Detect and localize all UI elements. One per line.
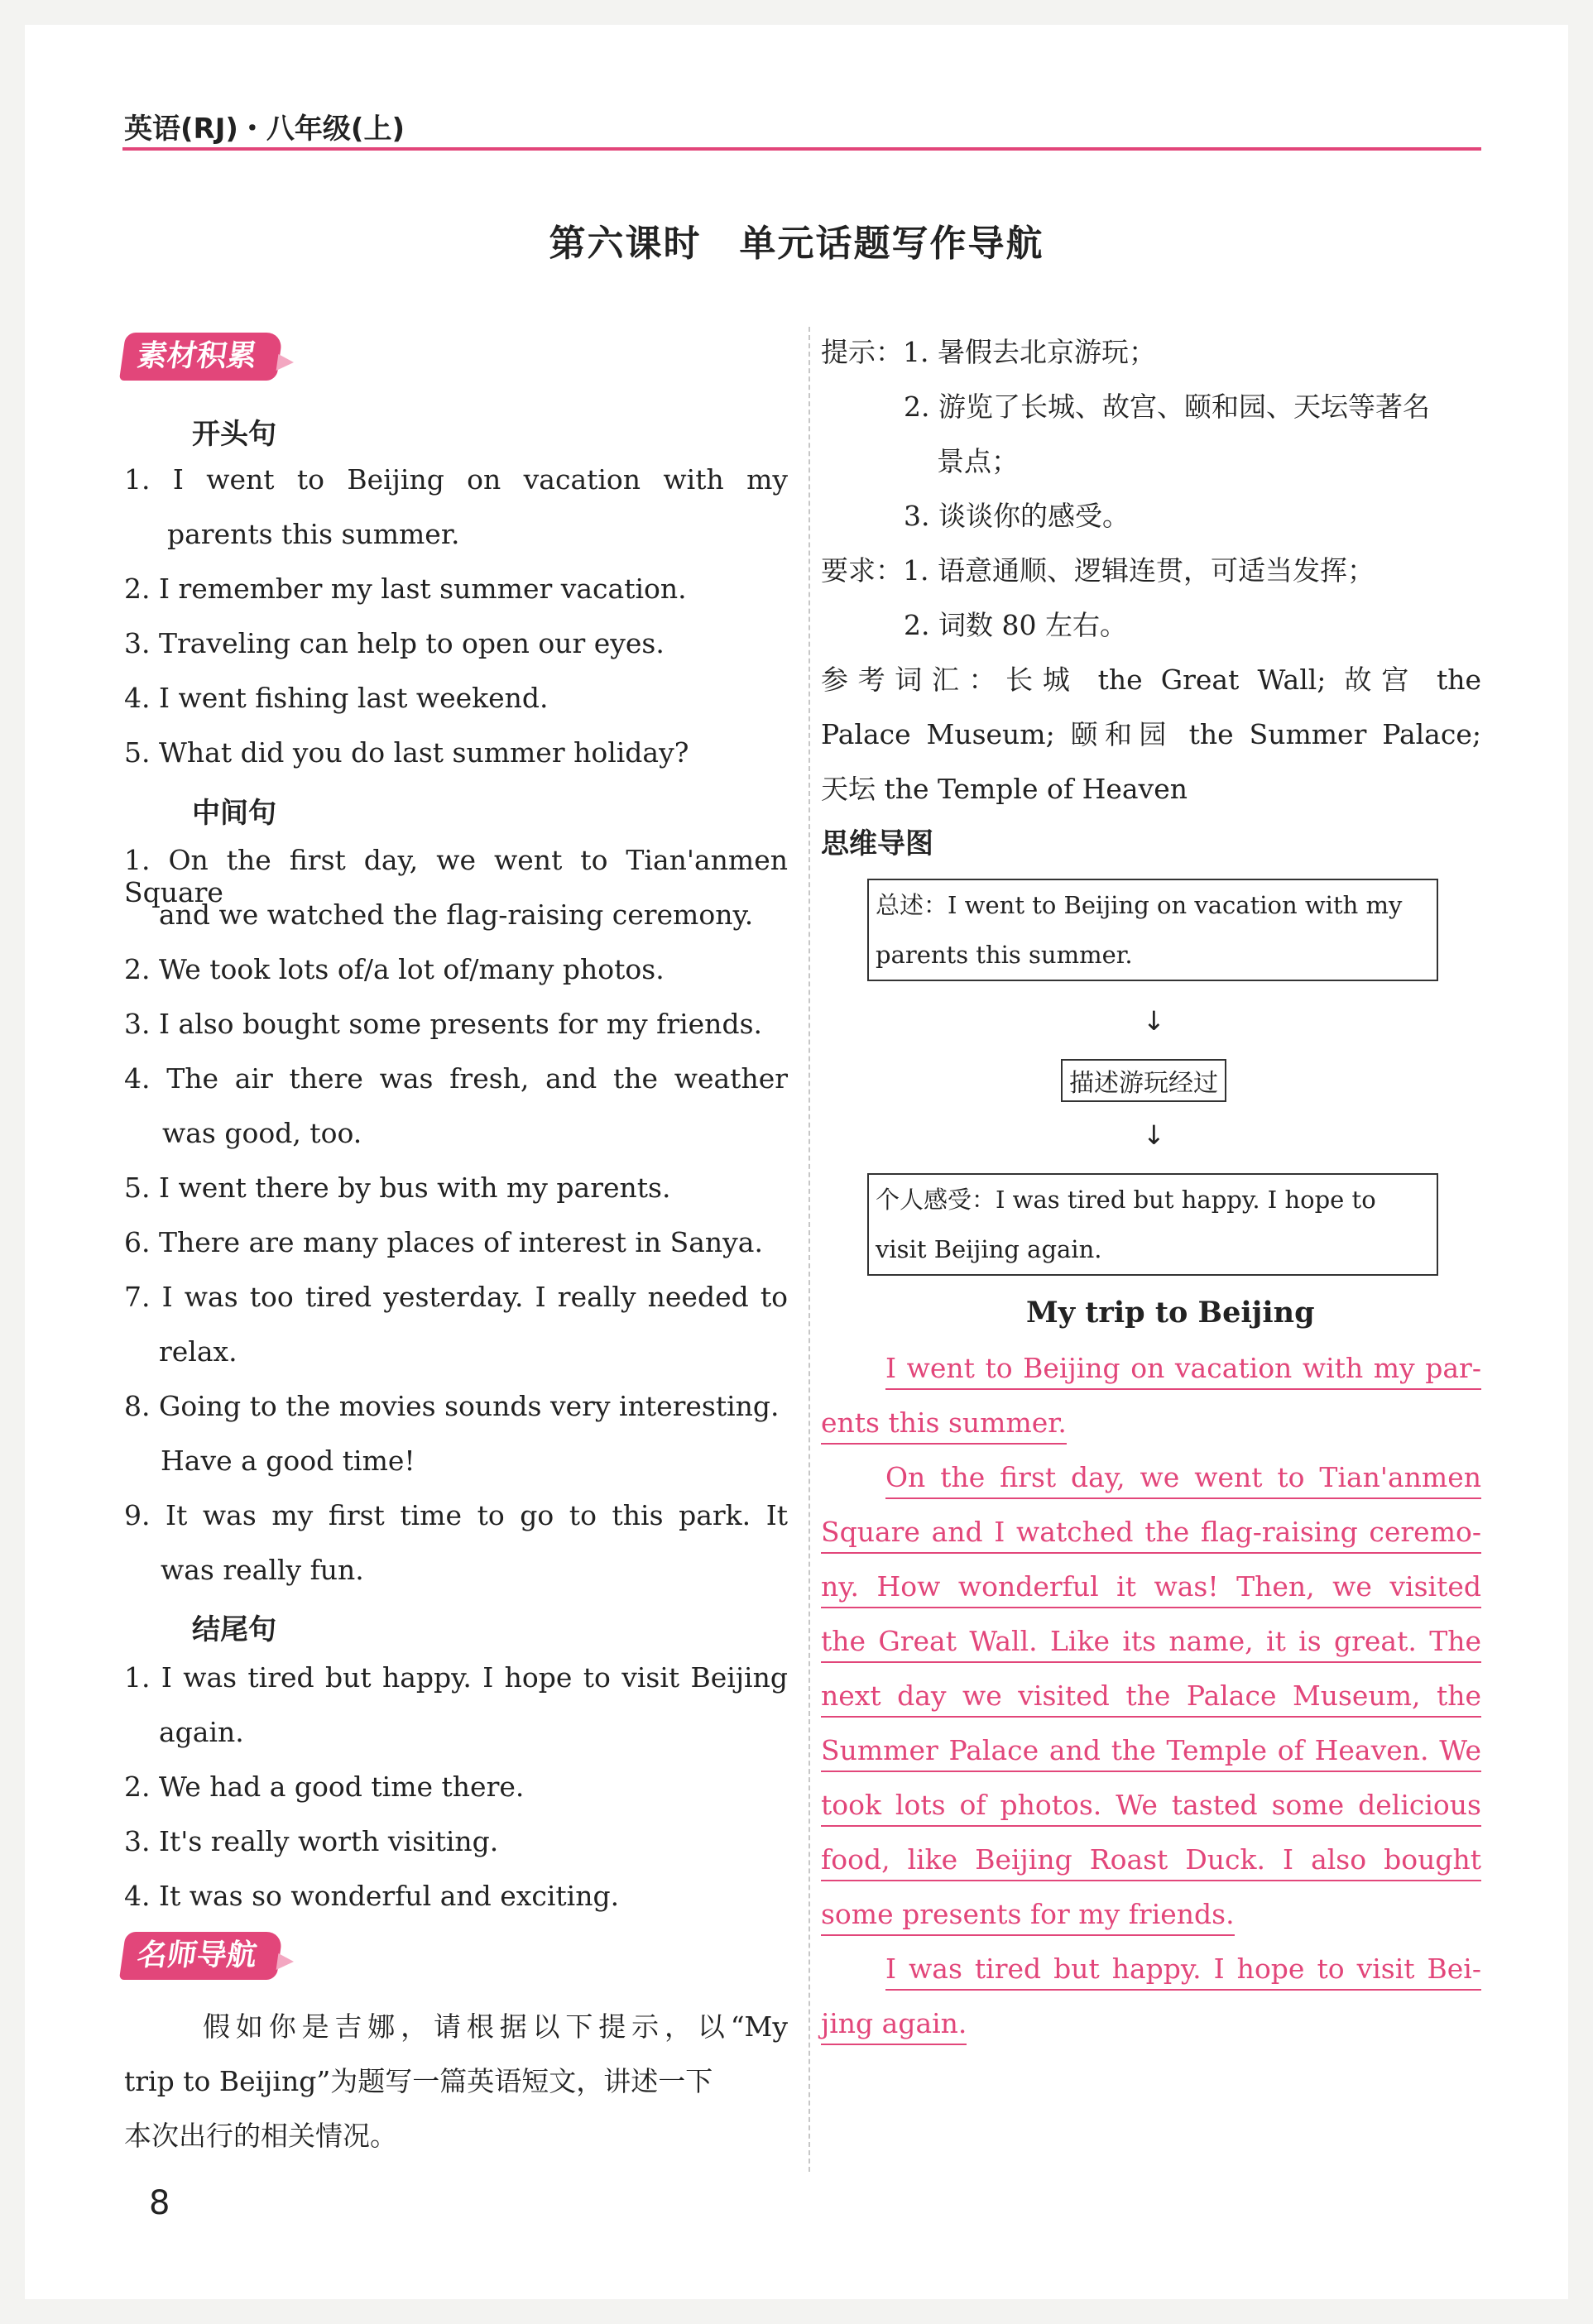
essay-line: the Great Wall. Like its name, it is great. The (821, 1622, 1481, 1663)
opening-line: 1. I went to Beijing on vacation with my (124, 463, 788, 496)
mindmap-feeling-line: visit Beijing again. (876, 1235, 1102, 1263)
mindmap-summary-box (867, 879, 1438, 981)
mindmap-heading: 思维导图 (821, 827, 933, 860)
middle-line: 6. There are many places of interest in Sanya. (124, 1226, 763, 1258)
middle-line: 8. Going to the movies sounds very interesting. (124, 1390, 780, 1422)
page-title: 第六课时 单元话题写作导航 (549, 223, 1044, 265)
arrow-down-icon: ↓ (1143, 1119, 1165, 1151)
header-rule (122, 147, 1481, 151)
task-line: 假如你是吉娜，请根据以下提示，以“My (203, 2010, 788, 2043)
hint-line: 提示：1. 暑假去北京游玩； (821, 336, 1156, 368)
ending-line: 2. We had a good time there. (124, 1771, 525, 1803)
opening-line: 5. What did you do last summer holiday? (124, 736, 689, 769)
vocab-line: Palace Museum; 颐和园 the Summer Palace; (821, 718, 1481, 750)
mindmap-summary-line: parents this summer. (876, 941, 1133, 969)
middle-line: and we watched the flag-raising ceremony. (159, 898, 754, 931)
ending-heading: 结尾句 (192, 1613, 276, 1646)
book-header: 英语(RJ)・八年级(上) (124, 113, 405, 146)
hint-line: 2. 游览了长城、故宫、颐和园、天坛等著名 (904, 391, 1430, 423)
ending-line: 1. I was tired but happy. I hope to visit Beijing (124, 1661, 788, 1694)
essay-line: I was tired but happy. I hope to visit Bei- (885, 1949, 1481, 1991)
essay-line: ents this summer. (821, 1403, 1067, 1445)
requirement-line: 2. 词数 80 左右。 (904, 609, 1127, 641)
essay-line: took lots of photos. We tasted some delicious (821, 1785, 1481, 1827)
essay-line: next day we visited the Palace Museum, the (821, 1676, 1481, 1718)
mindmap-middle-box: 描述游玩经过 (1061, 1059, 1226, 1102)
hint-line: 景点； (937, 445, 1019, 477)
middle-line: 7. I was too tired yesterday. I really needed to (124, 1281, 788, 1313)
essay-line: some presents for my friends. (821, 1895, 1235, 1936)
middle-line: 9. It was my first time to go to this park. It (124, 1499, 788, 1531)
middle-line: 2. We took lots of/a lot of/many photos. (124, 953, 665, 985)
opening-line: 3. Traveling can help to open our eyes. (124, 627, 665, 659)
ending-line: 3. It's really worth visiting. (124, 1825, 499, 1857)
opening-line: 4. I went fishing last weekend. (124, 682, 549, 714)
arrow-down-icon: ↓ (1143, 1005, 1165, 1037)
middle-line: 1. On the first day, we went to Tian'anmen Square (124, 844, 788, 908)
middle-line: 4. The air there was fresh, and the weather (124, 1062, 788, 1095)
middle-line: was really fun. (161, 1554, 364, 1586)
task-line: 本次出行的相关情况。 (124, 2120, 397, 2152)
task-line: trip to Beijing”为题写一篇英语短文，讲述一下 (124, 2065, 713, 2097)
middle-line: Have a good time! (161, 1445, 415, 1477)
ending-line: 4. It was so wonderful and exciting. (124, 1880, 620, 1912)
essay-title: My trip to Beijing (1026, 1296, 1315, 1330)
essay-line: I went to Beijing on vacation with my par- (885, 1349, 1481, 1390)
requirement-line: 要求：1. 语意通顺、逻辑连贯，可适当发挥； (821, 554, 1375, 587)
essay-line: food, like Beijing Roast Duck. I also bought (821, 1840, 1481, 1881)
mindmap-feeling-box (867, 1173, 1438, 1276)
opening-heading: 开头句 (192, 418, 276, 451)
middle-line: 3. I also bought some presents for my friends. (124, 1008, 762, 1040)
middle-line: was good, too. (162, 1117, 362, 1149)
middle-heading: 中间句 (192, 797, 276, 830)
page-number: 8 (149, 2184, 170, 2222)
essay-line: Summer Palace and the Temple of Heaven. We (821, 1731, 1481, 1772)
essay-line: jing again. (821, 2004, 967, 2045)
section-badge-teacher-guide: 名师导航 (119, 1932, 283, 1980)
opening-line: 2. I remember my last summer vacation. (124, 573, 687, 605)
mindmap-summary-line: 总述：I went to Beijing on vacation with my (876, 891, 1403, 919)
middle-line: relax. (159, 1335, 238, 1368)
essay-line: ny. How wonderful it was! Then, we visited (821, 1567, 1481, 1608)
vocab-line: 参考词汇：长城 the Great Wall; 故宫 the (821, 664, 1481, 696)
vocab-line: 天坛 the Temple of Heaven (821, 773, 1188, 805)
middle-line: 5. I went there by bus with my parents. (124, 1172, 671, 1204)
mindmap-feeling-line: 个人感受：I was tired but happy. I hope to (876, 1186, 1376, 1214)
ending-line: again. (159, 1716, 244, 1748)
opening-line: parents this summer. (167, 518, 460, 550)
hint-line: 3. 谈谈你的感受。 (904, 500, 1130, 532)
essay-line: Square and I watched the flag-raising ceremo- (821, 1512, 1481, 1554)
essay-line: On the first day, we went to Tian'anmen (885, 1458, 1481, 1499)
column-divider (808, 327, 810, 2172)
section-badge-materials: 素材积累 (119, 333, 283, 381)
